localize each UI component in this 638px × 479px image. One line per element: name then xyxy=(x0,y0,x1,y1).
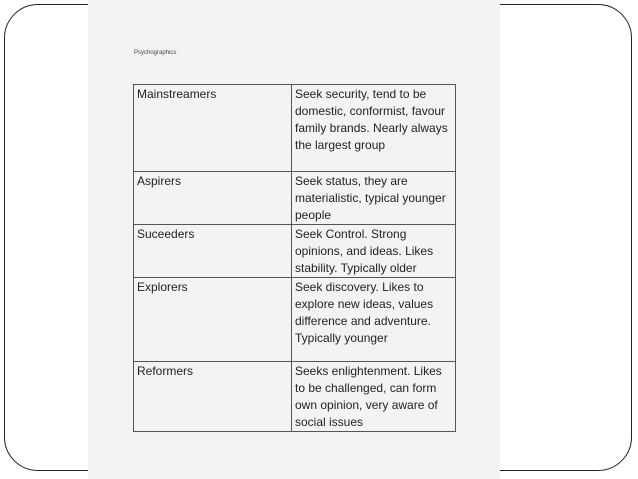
segment-description-cell: Seek security, tend to be domestic, conformist, favour family brands. Nearly always the largest group xyxy=(292,85,456,172)
segment-name-cell: Mainstreamers xyxy=(134,85,292,172)
segment-name-cell: Aspirers xyxy=(134,172,292,225)
table-row xyxy=(134,172,456,225)
document-image xyxy=(88,0,500,479)
table-row xyxy=(134,85,456,172)
segment-name-cell: Explorers xyxy=(134,278,292,362)
segment-name-cell: Reformers xyxy=(134,362,292,432)
segment-name-cell: Suceeders xyxy=(134,225,292,278)
document-heading: Psychographics xyxy=(134,50,177,56)
segment-description-cell: Seek status, they are materialistic, typical younger people xyxy=(292,172,456,225)
segment-description-cell: Seek Control. Strong opinions, and ideas. Likes stability. Typically older xyxy=(292,225,456,278)
table-row xyxy=(134,278,456,362)
table-row xyxy=(134,362,456,432)
psychographics-table xyxy=(133,84,456,432)
segment-description-cell: Seeks enlightenment. Likes to be challenged, can form own opinion, very aware of social issues xyxy=(292,362,456,432)
table-row xyxy=(134,225,456,278)
segment-description-cell: Seek discovery. Likes to explore new ideas, values difference and adventure. Typically younger xyxy=(292,278,456,362)
